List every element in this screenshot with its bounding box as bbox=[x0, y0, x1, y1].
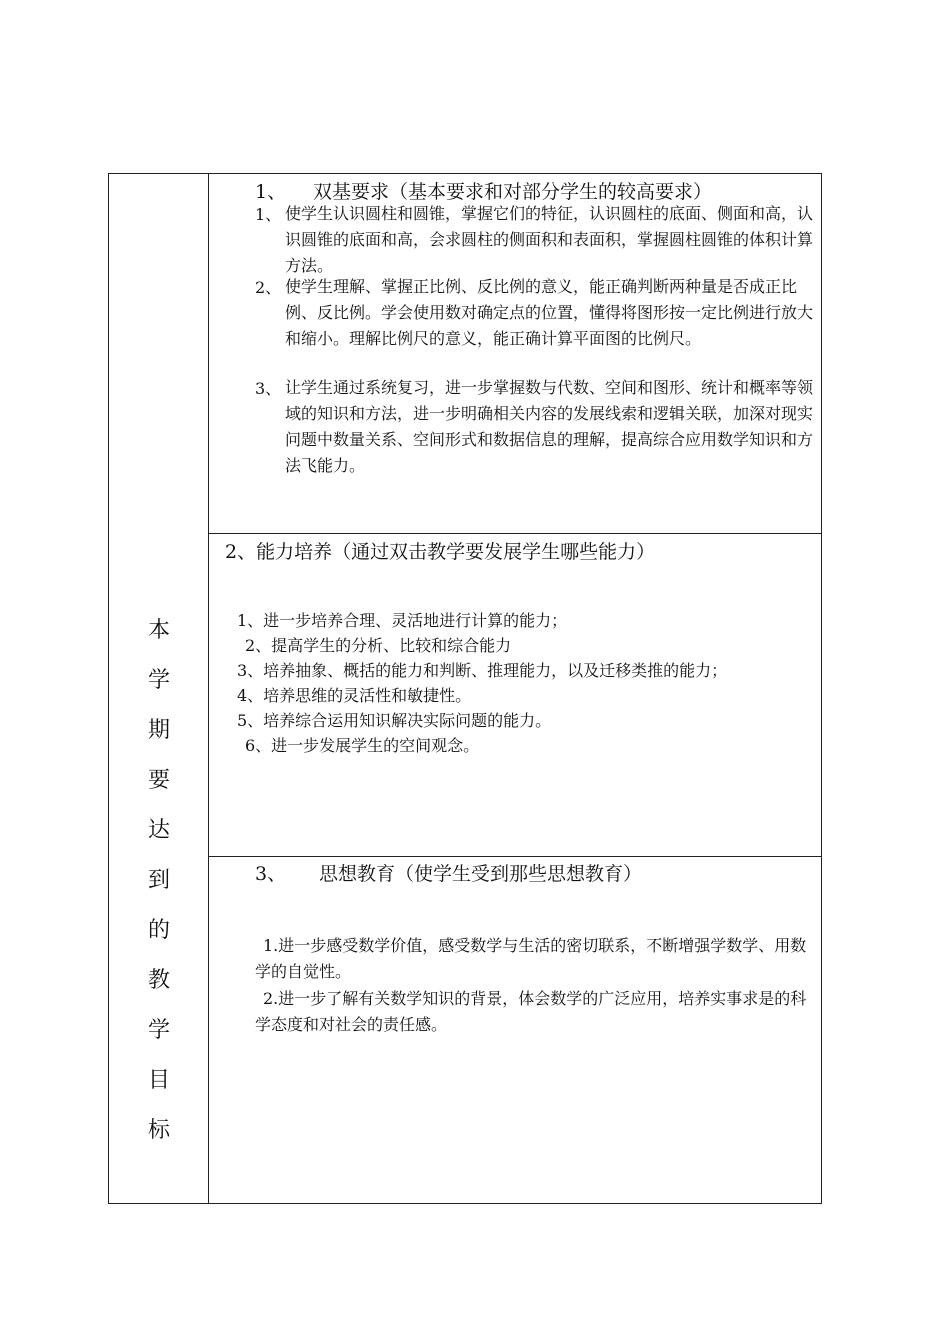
section1-item1-text: 使学生认识圆柱和圆锥，掌握它们的特征，认识圆柱的底面、侧面和高，认识圆锥的底面和高，会求圆柱的侧面积和表面积，掌握圆柱圆锥的体积计算方法。 bbox=[285, 204, 814, 275]
section2-item: 6、进一步发展学生的空间观念。 bbox=[245, 736, 480, 755]
left-label-cell bbox=[109, 174, 209, 1203]
label-char: 本 bbox=[147, 618, 170, 643]
section-ability-training bbox=[209, 534, 821, 857]
section2-item: 1、进一步培养合理、灵活地进行计算的能力； bbox=[237, 611, 568, 630]
label-char: 达 bbox=[147, 818, 170, 843]
section3-number: 3、 bbox=[255, 863, 287, 885]
section-ideological-education bbox=[209, 857, 821, 1203]
content-column bbox=[209, 174, 821, 1203]
label-char: 的 bbox=[147, 918, 170, 943]
label-char: 教 bbox=[147, 968, 170, 993]
goals-table bbox=[108, 173, 822, 1204]
vertical-label bbox=[109, 606, 209, 1156]
section1-item3-number: 3、 bbox=[255, 379, 282, 398]
section1-number: 1、 bbox=[255, 181, 287, 203]
label-char: 目 bbox=[147, 1068, 170, 1093]
section3-item: 2.进一步了解有关数学知识的背景，体会数学的广泛应用，培养实事求是的科学态度和对社会的责任感。 bbox=[255, 989, 807, 1034]
section1-title: 双基要求（基本要求和对部分学生的较高要求） bbox=[313, 181, 713, 203]
section2-item: 5、培养综合运用知识解决实际问题的能力。 bbox=[237, 711, 552, 730]
label-char: 学 bbox=[147, 668, 170, 693]
section-basic-requirements bbox=[209, 174, 821, 534]
label-char: 期 bbox=[147, 718, 170, 743]
label-char: 标 bbox=[147, 1118, 170, 1143]
section1-item3-text: 让学生通过系统复习，进一步掌握数与代数、空间和图形、统计和概率等领域的知识和方法，进一步明确相关内容的发展线索和逻辑关联，加深对现实问题中数量关系、空间形式和数据信息的理解，提高综合应用数学知识和方法飞能力。 bbox=[285, 378, 814, 475]
section1-item1-number: 1、 bbox=[255, 205, 282, 224]
section2-item: 3、培养抽象、概括的能力和判断、推理能力，以及迁移类推的能力； bbox=[237, 661, 728, 680]
label-char: 学 bbox=[147, 1018, 170, 1043]
section1-item2-text: 使学生理解、掌握正比例、反比例的意义，能正确判断两种量是否成正比例、反比例。学会使用数对确定点的位置，懂得将图形按一定比例进行放大和缩小。理解比例尺的意义，能正确计算平面图的比例尺。 bbox=[285, 277, 814, 348]
section3-item: 1.进一步感受数学价值，感受数学与生活的密切联系，不断增强学数学、用数学的自觉性。 bbox=[255, 936, 807, 981]
label-char: 要 bbox=[147, 768, 170, 793]
section3-title: 思想教育（使学生受到那些思想教育） bbox=[319, 863, 643, 885]
label-char: 到 bbox=[147, 868, 170, 893]
section2-item: 2、提高学生的分析、比较和综合能力 bbox=[245, 636, 512, 655]
section2-item: 4、培养思维的灵活性和敏捷性。 bbox=[237, 686, 472, 705]
section2-title: 2、能力培养（通过双击教学要发展学生哪些能力） bbox=[225, 541, 656, 563]
section1-item2-number: 2、 bbox=[255, 278, 282, 297]
